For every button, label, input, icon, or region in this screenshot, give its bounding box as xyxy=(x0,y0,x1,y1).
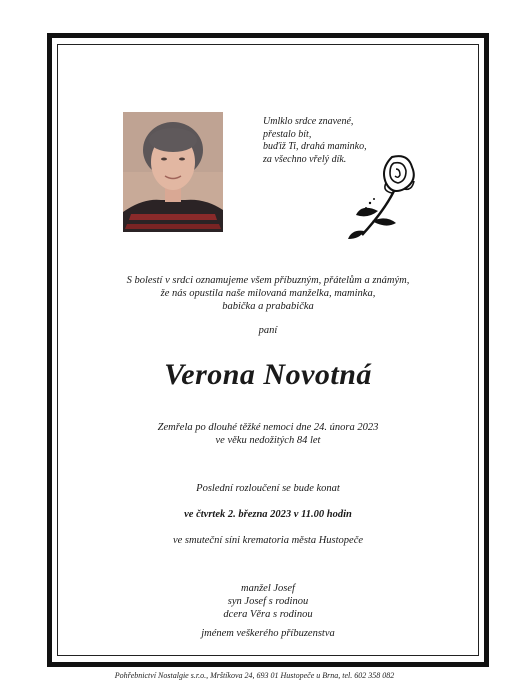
portrait-photo xyxy=(123,112,223,232)
announcement xyxy=(52,274,484,313)
death-info-line: ve věku nedožitých 84 let xyxy=(215,435,321,446)
family-line: jménem veškerého příbuzenstva xyxy=(201,628,335,639)
farewell-intro: Poslední rozloučení se bude konat xyxy=(196,483,340,494)
death-info-line: Zemřela po dlouhé těžké nemoci dne 24. února 2023 xyxy=(157,422,379,433)
announcement-line: babička a prababička xyxy=(222,301,314,312)
mourner-line: syn Josef s rodinou xyxy=(227,596,309,607)
funeral-service-footer: Pohřebnictví Nostalgie s.r.o., Mrštíkova 24, 693 01 Hustopeče u Brna, tel. 602 358 082 xyxy=(114,671,395,680)
mourner-line: dcera Věra s rodinou xyxy=(223,609,313,620)
farewell-datetime: ve čtvrtek 2. března 2023 v 11.00 hodin xyxy=(184,509,352,520)
poem-line: za všechno vřelý dík. xyxy=(263,153,347,165)
poem-line: buďiž Ti, drahá maminko, xyxy=(263,141,367,152)
farewell-place: ve smuteční síni krematoria města Hustopeče xyxy=(172,535,364,546)
border-frame xyxy=(47,33,489,667)
salutation: paní xyxy=(258,325,278,336)
announcement-line: že nás opustila naše milovaná manželka, maminka, xyxy=(160,288,376,299)
mourner-line: manžel Josef xyxy=(241,583,295,594)
rose-icon xyxy=(342,151,422,241)
death-info xyxy=(52,421,484,447)
announcement-line: S bolestí v srdci oznamujeme všem příbuzným, přátelům a známým, xyxy=(126,275,410,286)
deceased-name: Verona Novotná xyxy=(164,358,372,391)
poem-line: přestalo bít, xyxy=(263,128,312,140)
mourners xyxy=(52,582,484,621)
poem-line: Umlklo srdce znavené, xyxy=(263,116,354,127)
